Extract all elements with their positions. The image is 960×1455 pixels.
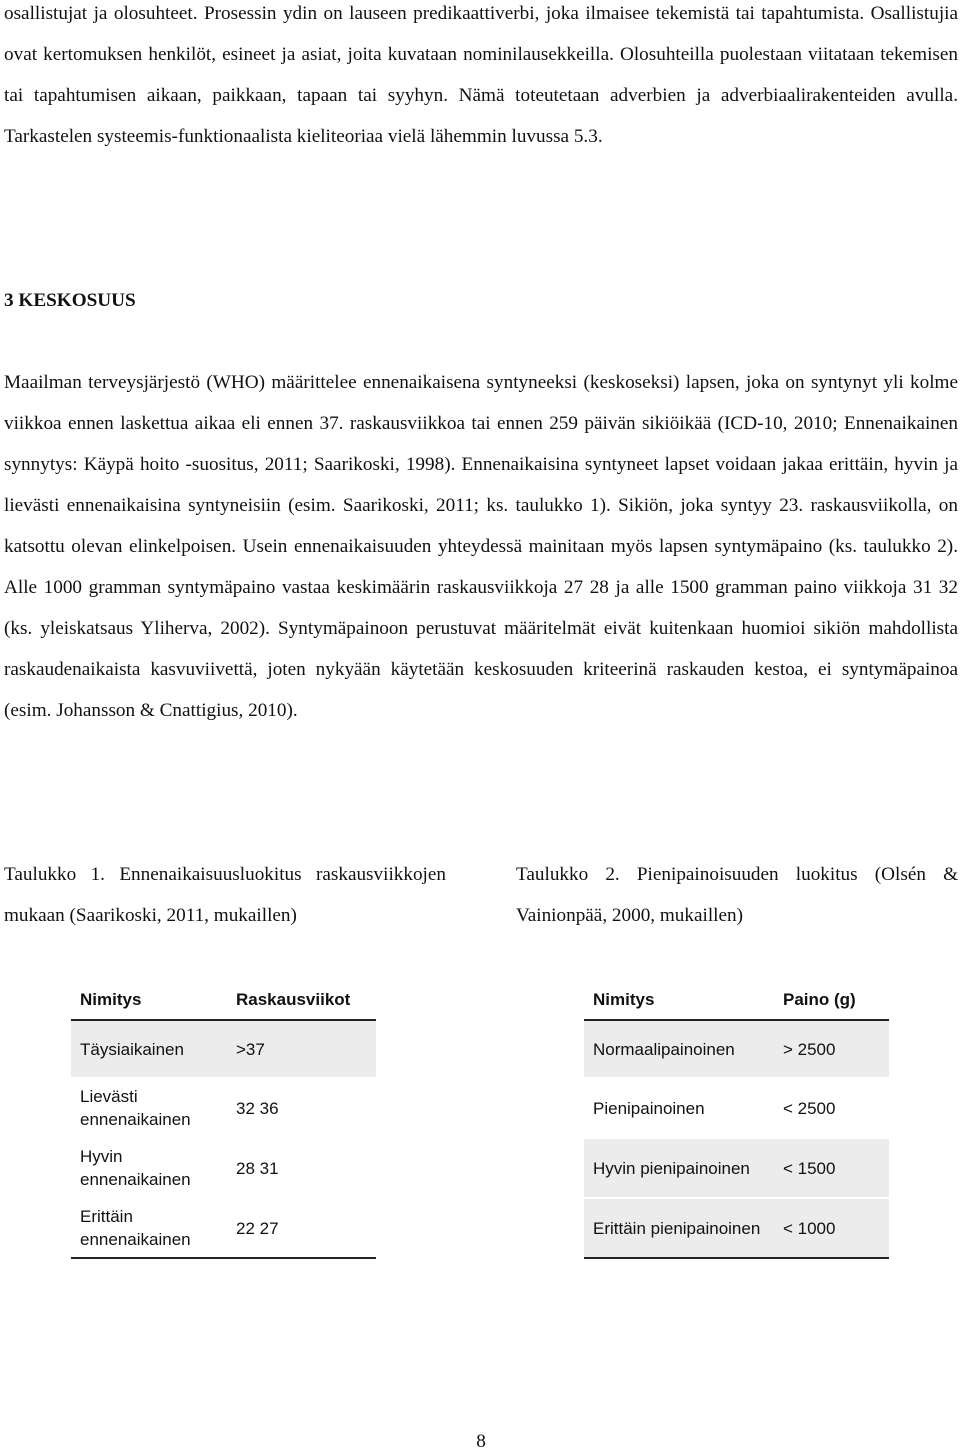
page-number: 8	[476, 1431, 486, 1452]
document-page	[4, 0, 958, 1455]
table-row	[71, 1020, 376, 1078]
table-cell: Erittäin ennenaikainen	[71, 1198, 227, 1258]
table-header-row	[71, 979, 376, 1020]
table-header-row	[584, 979, 889, 1020]
table-cell: >37	[227, 1020, 376, 1078]
table-cell: 22 27	[227, 1198, 376, 1258]
table-row	[71, 1138, 376, 1198]
table-cell: Normaalipainoinen	[584, 1020, 774, 1078]
section-heading: 3 KESKOSUUS	[4, 290, 136, 311]
table-row	[584, 1078, 889, 1138]
table-cell: 32 36	[227, 1078, 376, 1138]
table-cell: Erittäin pienipainoinen	[584, 1198, 774, 1258]
table-header-cell: Paino (g)	[774, 979, 889, 1020]
table-cell: Pienipainoinen	[584, 1078, 774, 1138]
table-header-cell: Nimitys	[71, 979, 227, 1020]
table-cell: Hyvin pienipainoinen	[584, 1138, 774, 1198]
table-header-cell: Raskausviikot	[227, 979, 376, 1020]
table-row	[584, 1198, 889, 1258]
table1-caption: Taulukko 1. Ennenaikaisuusluokitus raskausviikkojen mukaan (Saarikoski, 2011, mukaillen)	[4, 864, 446, 926]
table-cell: < 2500	[774, 1078, 889, 1138]
table-cell: Hyvin ennenaikainen	[71, 1138, 227, 1198]
table-cell: Lievästi ennenaikainen	[71, 1078, 227, 1138]
table-cell: > 2500	[774, 1020, 889, 1078]
table-header-cell: Nimitys	[584, 979, 774, 1020]
table-row	[584, 1020, 889, 1078]
table-cell: Täysiaikainen	[71, 1020, 227, 1078]
table-cell: < 1000	[774, 1198, 889, 1258]
table-row	[71, 1198, 376, 1258]
table2-caption: Taulukko 2. Pienipainoisuuden luokitus (Olsén & Vainionpää, 2000, mukaillen)	[516, 864, 958, 926]
table-row	[584, 1138, 889, 1198]
intro-paragraph: osallistujat ja olosuhteet. Prosessin ydin on lauseen predikaattiverbi, joka ilmaisee tekemistä tai tapahtumista. Osallistujia ovat kertomuksen henkilöt, esineet ja asiat, joita kuvataan nominilausekkeilla. Olosuhteilla puolestaan viitataan tekemisen tai tapahtumisen aikaan, paikkaan, tapaan tai syyhyn. Nämä toteutetaan adverbien ja adverbiaalirakenteiden avulla. Tarkastelen systeemis-funktionaalista kieliteoriaa vielä lähemmin luvussa 5.3.	[4, 3, 958, 147]
section-paragraph: Maailman terveysjärjestö (WHO) määrittelee ennenaikaisena syntyneeksi (keskoseksi) lapsen, joka on syntynyt yli kolme viikkoa ennen laskettua aikaa eli ennen 37. raskausviikkoa tai ennen 259 päivän sikiöikää (ICD-10, 2010; Ennenaikainen synnytys: Käypä hoito -suositus, 2011; Saarikoski, 1998). Ennenaikaisina syntyneet lapset voidaan jakaa erittäin, hyvin ja lievästi ennenaikaisina syntyneisiin (esim. Saarikoski, 2011; ks. taulukko 1). Sikiön, joka syntyy 23. raskausviikolla, on katsottu olevan elinkelpoisen. Usein ennenaikaisuuden yhteydessä mainitaan myös lapsen syntymäpaino (ks. taulukko 2). Alle 1000 gramman syntymäpaino vastaa keskimäärin raskausviikkoja 27 28 ja alle 1500 gramman paino viikkoja 31 32 (ks. yleiskatsaus Yliherva, 2002). Syntymäpainoon perustuvat määritelmät eivät kuitenkaan huomioi sikiön mahdollista raskaudenaikaista kasvuviivettä, joten nykyään käytetään keskosuuden kriteerinä raskauden kestoa, ei syntymäpainoa (esim. Johansson & Cnattigius, 2010).	[4, 372, 958, 721]
table-cell: < 1500	[774, 1138, 889, 1198]
birth-weight-classification-table	[584, 979, 889, 1259]
gestation-classification-table	[71, 979, 376, 1259]
table-row	[71, 1078, 376, 1138]
table-cell: 28 31	[227, 1138, 376, 1198]
